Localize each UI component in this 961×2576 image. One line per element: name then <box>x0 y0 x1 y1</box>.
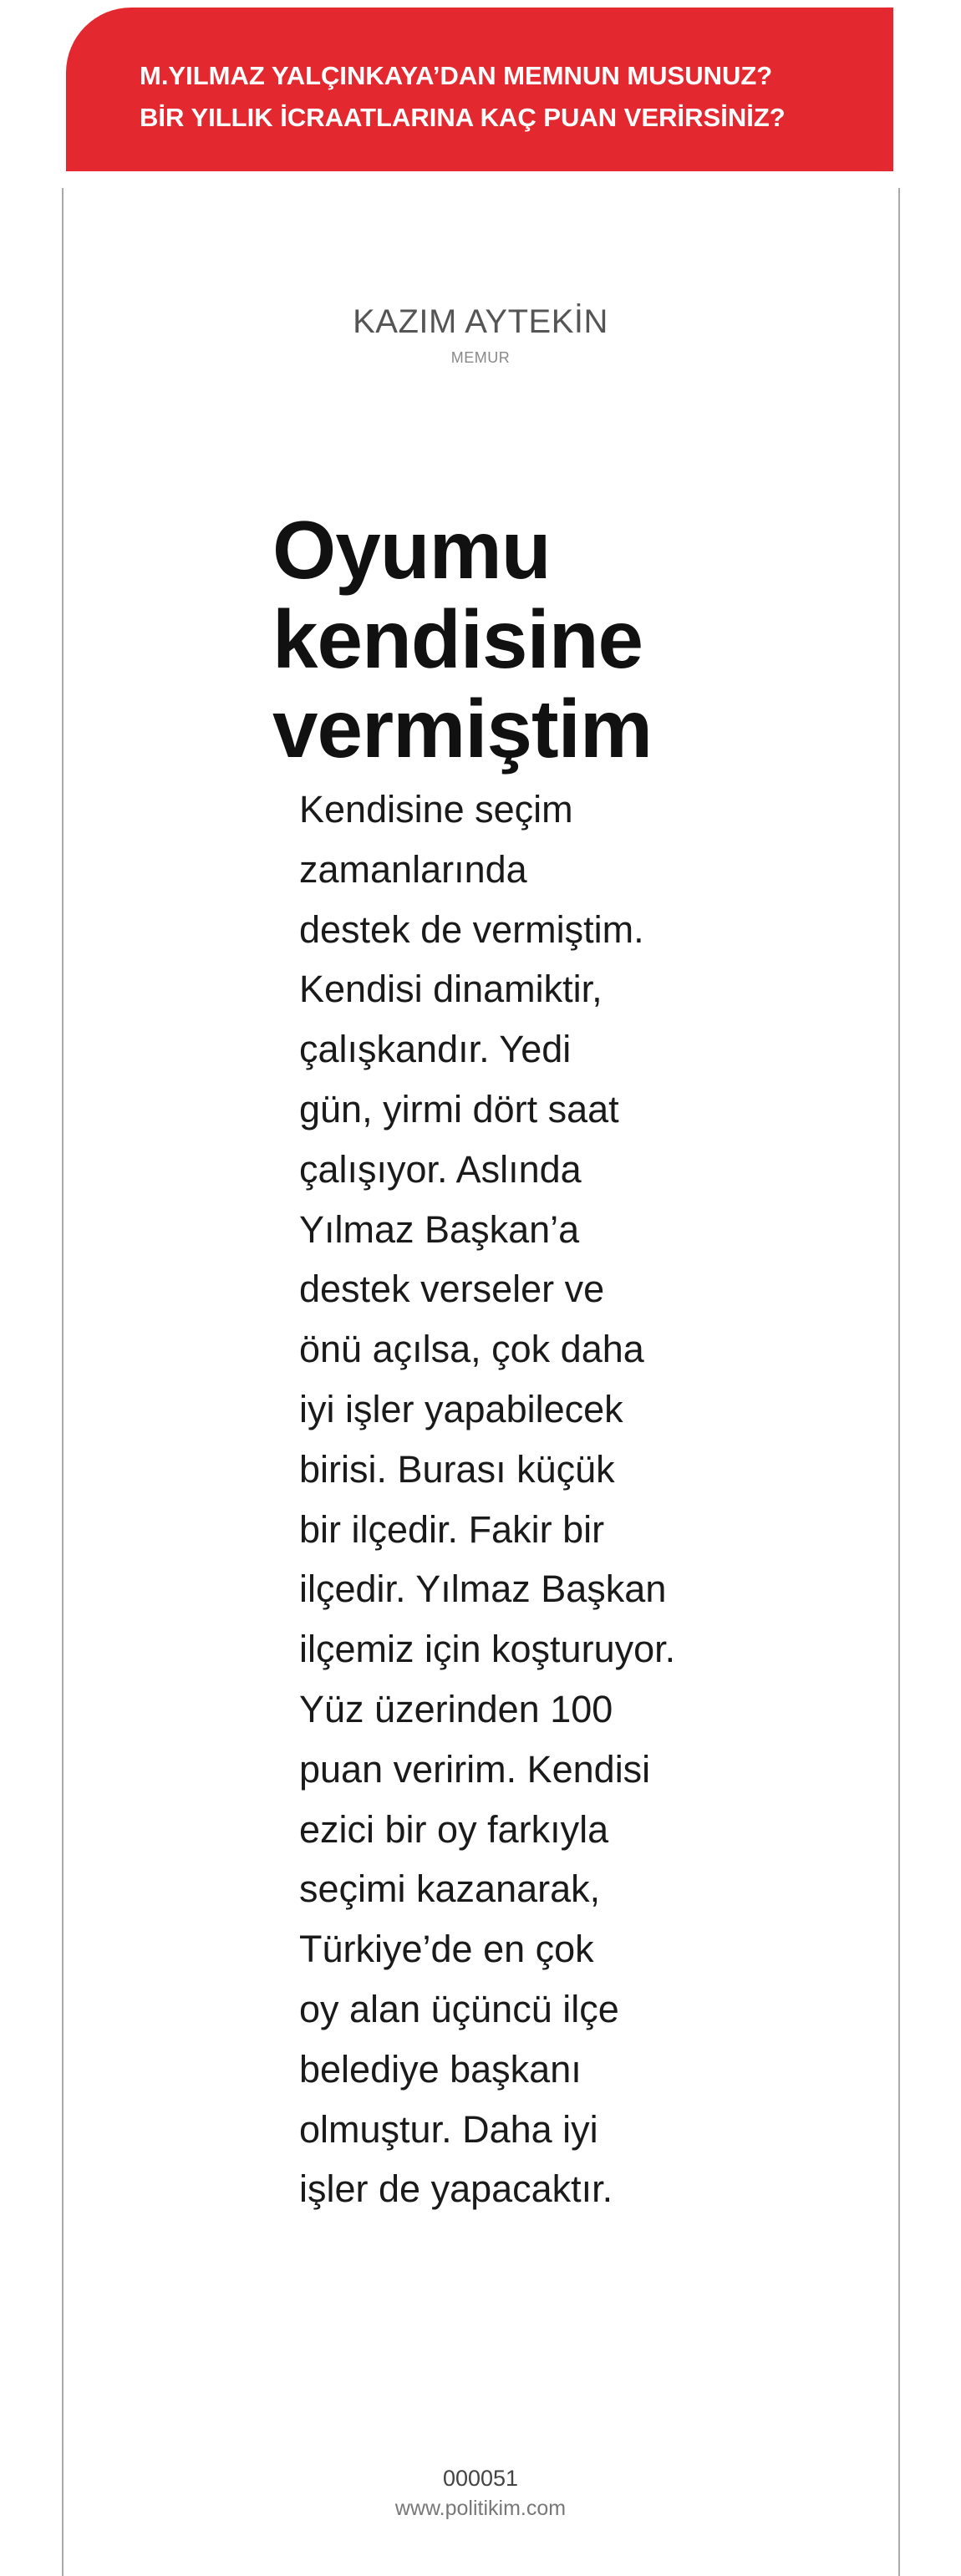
body-line: ilçedir. Yılmaz Başkan <box>299 1567 667 1611</box>
body-line: Kendisi dinamiktir, <box>299 968 603 1011</box>
banner-question-line-1: M.YILMAZ YALÇINKAYA’DAN MEMNUN MUSUNUZ? <box>140 61 773 90</box>
banner-question-line-2: BİR YILLIK İCRAATLARINA KAÇ PUAN VERİRSİNİZ? <box>140 103 786 132</box>
body-line: çalışıyor. Aslında <box>299 1147 582 1191</box>
headline-line: kendisine <box>272 593 643 685</box>
author-name: KAZIM AYTEKİN <box>353 303 608 340</box>
headline-line: vermiştim <box>272 683 653 775</box>
article-headline <box>272 506 652 774</box>
body-line: olmuştur. Daha iyi <box>299 2107 598 2151</box>
body-line: seçimi kazanarak, <box>299 1867 601 1911</box>
body-line: iyi işler yapabilecek <box>299 1387 623 1430</box>
headline-line: Oyumu <box>272 504 551 596</box>
right-column-rule <box>898 188 900 2576</box>
body-line: ezici bir oy farkıyla <box>299 1807 609 1851</box>
article-body <box>299 780 675 2219</box>
left-column-rule <box>62 188 64 2576</box>
body-line: belediye başkanı <box>299 2047 582 2091</box>
body-line: destek de vermiştim. <box>299 907 644 951</box>
body-line: önü açılsa, çok daha <box>299 1328 644 1371</box>
body-line: Türkiye’de en çok <box>299 1928 594 1971</box>
body-line: birisi. Burası küçük <box>299 1447 615 1491</box>
body-line: oy alan üçüncü ilçe <box>299 1987 619 2030</box>
body-line: işler de yapacaktır. <box>299 2167 613 2211</box>
body-line: gün, yirmi dört saat <box>299 1087 619 1130</box>
body-line: destek verseler ve <box>299 1268 605 1311</box>
body-line: Yüz üzerinden 100 <box>299 1687 613 1730</box>
body-line: çalışkandır. Yedi <box>299 1028 572 1071</box>
question-banner <box>66 8 893 171</box>
body-line: bir ilçedir. Fakir bir <box>299 1507 605 1551</box>
body-line: ilçemiz için koşturuyor. <box>299 1628 676 1671</box>
author-role: MEMUR <box>450 349 511 366</box>
body-line: zamanlarında <box>299 847 527 891</box>
source-website: www.politikim.com <box>394 2497 567 2520</box>
body-line: Yılmaz Başkan’a <box>299 1207 580 1251</box>
body-line: Kendisine seçim <box>299 788 573 831</box>
page-id-number: 000051 <box>442 2466 519 2491</box>
body-line: puan veririm. Kendisi <box>299 1747 651 1791</box>
